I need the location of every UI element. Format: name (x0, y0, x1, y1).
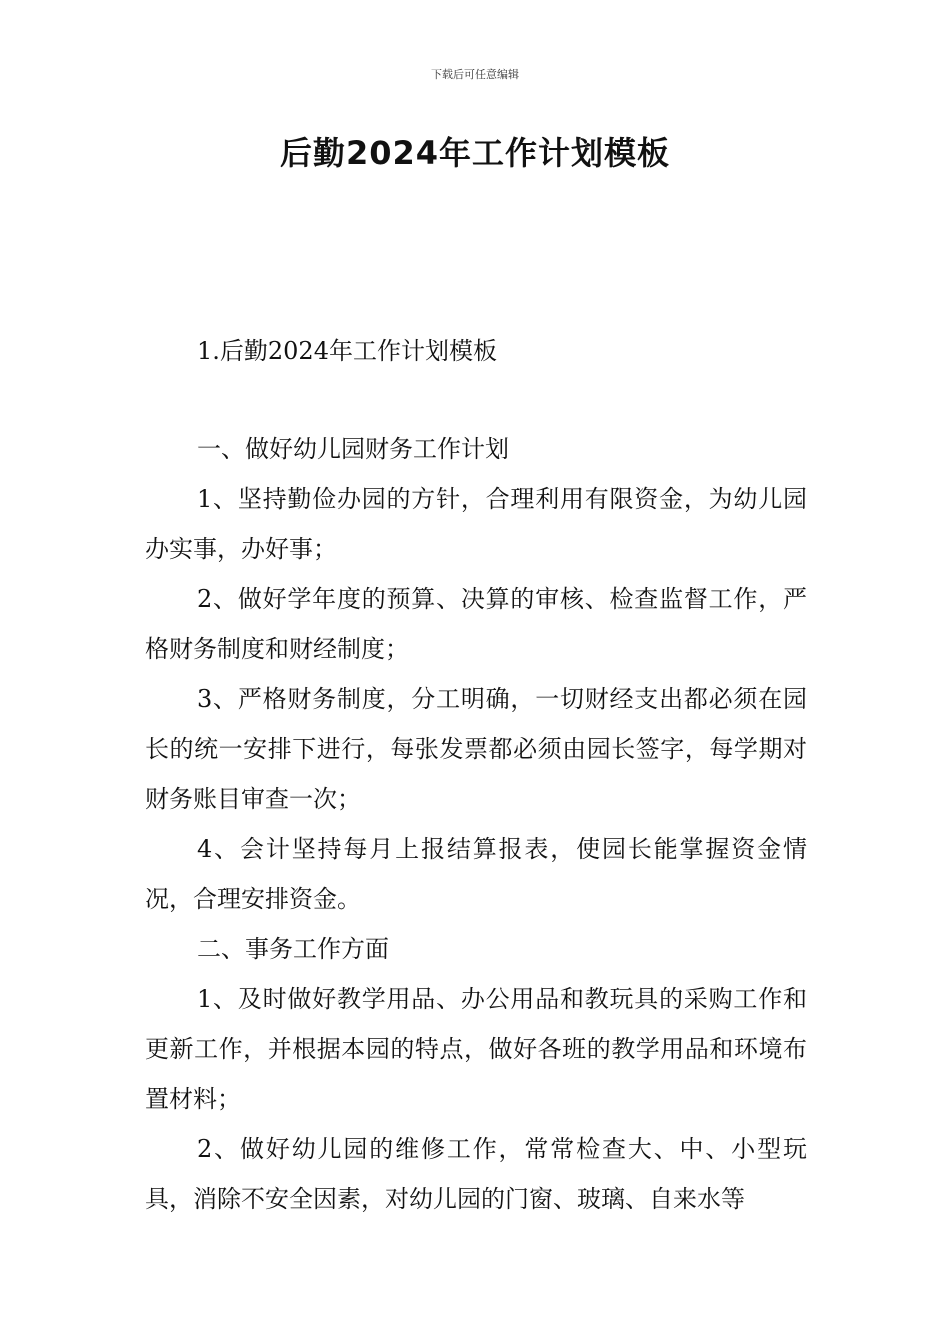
document-body (145, 424, 807, 1224)
document-title: 后勤2024年工作计划模板 (279, 134, 671, 172)
paragraph: 1、坚持勤俭办园的方针，合理利用有限资金，为幼儿园办实事，办好事； (145, 485, 807, 563)
header-note: 下载后可任意编辑 (431, 68, 519, 81)
section-heading: 二、事务工作方面 (197, 935, 389, 963)
paragraph: 3、严格财务制度，分工明确，一切财经支出都必须在园长的统一安排下进行，每张发票都必须由园长签字，每学期对财务账目审查一次； (145, 685, 807, 813)
document-subtitle: 1.后勤2024年工作计划模板 (197, 337, 497, 365)
section-heading: 一、做好幼儿园财务工作计划 (197, 435, 509, 463)
paragraph: 2、做好幼儿园的维修工作，常常检查大、中、小型玩具，消除不安全因素，对幼儿园的门窗、玻璃、自来水等 (145, 1135, 807, 1213)
paragraph: 2、做好学年度的预算、决算的审核、检查监督工作，严格财务制度和财经制度； (145, 585, 807, 663)
paragraph: 1、及时做好教学用品、办公用品和教玩具的采购工作和更新工作，并根据本园的特点，做好各班的教学用品和环境布置材料； (145, 985, 807, 1113)
paragraph: 4、会计坚持每月上报结算报表，使园长能掌握资金情况，合理安排资金。 (145, 835, 807, 913)
